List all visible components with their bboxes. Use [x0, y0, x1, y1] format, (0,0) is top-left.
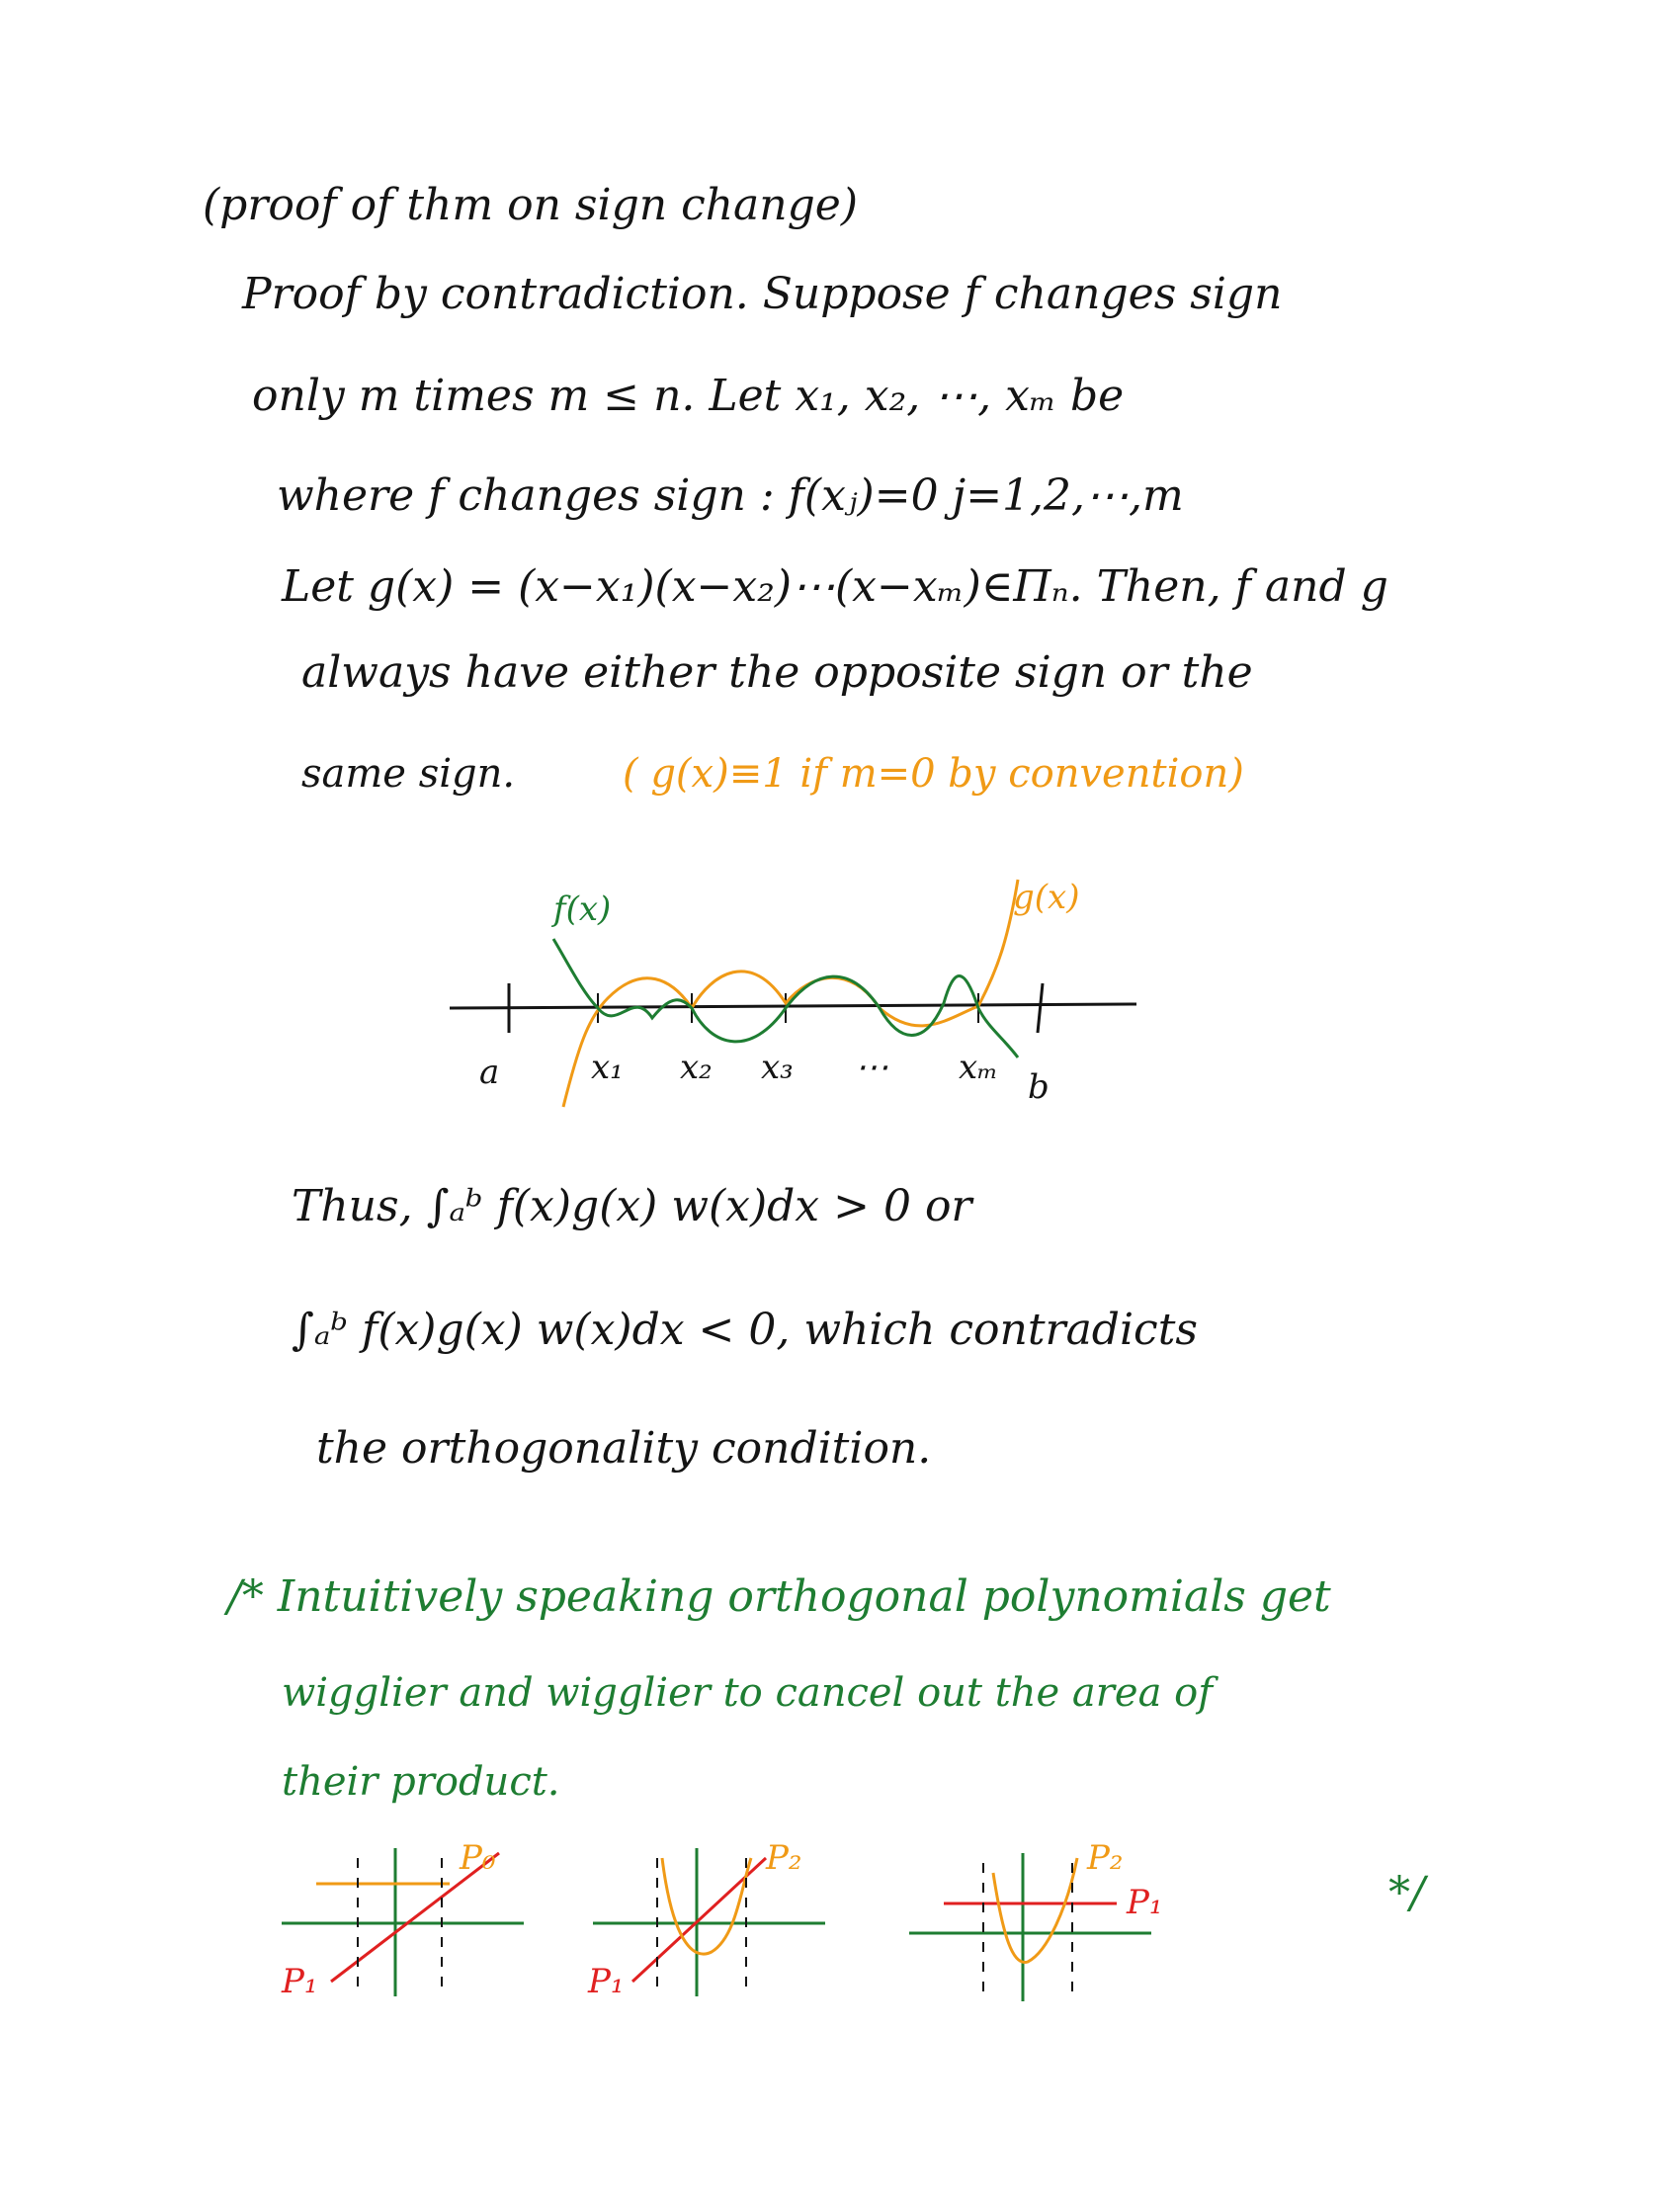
remark-line-2: wigglier and wigglier to cancel out the area of: [282, 1670, 1214, 1716]
conclusion-line-2: ∫ₐᵇ f(x)g(x) w(x)dx < 0, which contradicts: [292, 1305, 1198, 1355]
label-x1: x₁: [591, 1048, 624, 1087]
proof-line-1: Proof by contradiction. Suppose f changes sign: [242, 269, 1283, 319]
label-b: b: [1028, 1067, 1050, 1107]
remark-line-3: their product.: [282, 1759, 560, 1805]
convention-note: ( g(x)≡1 if m=0 by convention): [623, 751, 1244, 797]
conclusion-line-3: the orthogonality condition.: [316, 1423, 932, 1474]
label-x2: x₂: [680, 1048, 713, 1087]
proof-line-5: always have either the opposite sign or the: [301, 647, 1253, 698]
label-p1-second: P₁: [588, 1962, 625, 2001]
g-label: g(x): [1013, 878, 1080, 917]
comment-end-mark: */: [1388, 1868, 1425, 1918]
label-a: a: [479, 1053, 500, 1092]
label-dots: ⋯: [855, 1048, 888, 1087]
remark-line-1: /* Intuitively speaking orthogonal polynomials get: [227, 1571, 1331, 1622]
label-xm: xₘ: [959, 1048, 999, 1087]
f-label: f(x): [553, 889, 612, 929]
conclusion-line-1: Thus, ∫ₐᵇ f(x)g(x) w(x)dx > 0 or: [292, 1181, 972, 1231]
label-p0: P₀: [460, 1838, 496, 1878]
proof-line-3: where f changes sign : f(xⱼ)=0 j=1,2,⋯,m: [277, 470, 1184, 521]
label-p1-third: P₁: [1127, 1883, 1163, 1922]
label-p2-third: P₂: [1087, 1838, 1124, 1878]
label-p2-second: P₂: [766, 1838, 802, 1878]
label-x3: x₃: [761, 1048, 794, 1087]
proof-line-6: same sign.: [301, 751, 516, 797]
label-p1-first: P₁: [282, 1962, 318, 2001]
page-title: (proof of thm on sign change): [203, 180, 858, 230]
proof-line-2: only m times m ≤ n. Let x₁, x₂, ⋯, xₘ be: [252, 371, 1125, 421]
proof-line-4: Let g(x) = (x−x₁)(x−x₂)⋯(x−xₘ)∈Πₙ. Then, f and g: [282, 561, 1388, 612]
